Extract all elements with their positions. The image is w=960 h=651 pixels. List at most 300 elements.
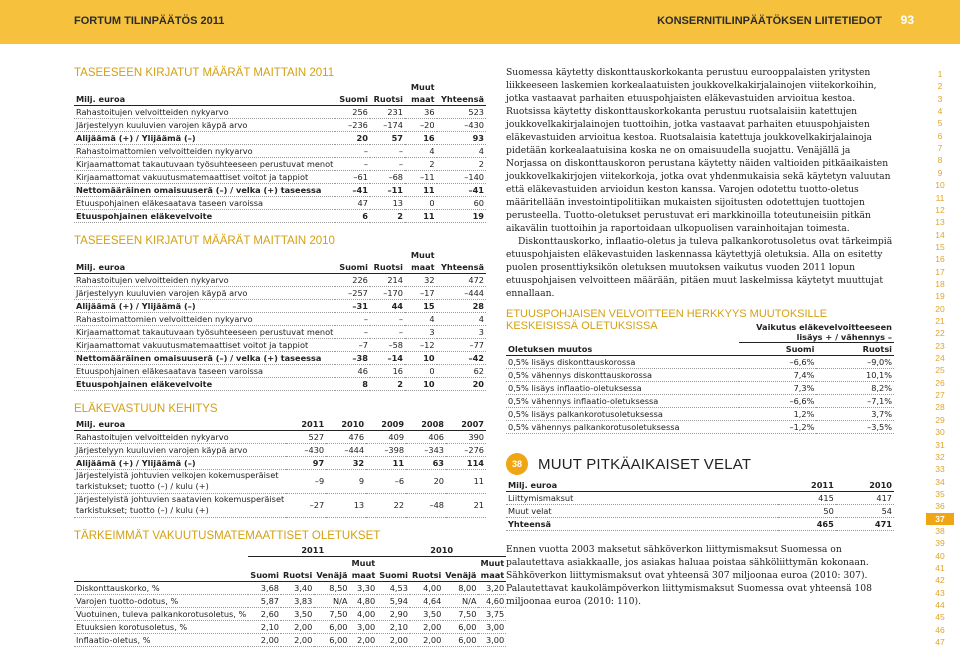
cell-value: 13 <box>370 197 405 210</box>
cell-value: 20 <box>437 378 486 391</box>
cell-value: 3,83 <box>281 595 314 608</box>
cell-value: – <box>370 326 405 339</box>
cell-value: 256 <box>335 106 370 119</box>
row-label: Kirjaamattomat vakuutusmatemaattiset voitot ja tappiot <box>74 171 335 184</box>
report-title: FORTUM TILINPÄÄTÖS 2011 <box>74 15 225 27</box>
cell-value: 2 <box>370 210 405 223</box>
table-row <box>74 106 486 119</box>
row-label: Kirjaamattomat vakuutusmatemaattiset voitot ja tappiot <box>74 339 335 352</box>
note-index-item: 8 <box>937 155 943 166</box>
row-label: Etuuspohjainen eläkesaatava taseen varoissa <box>74 365 335 378</box>
table-row <box>74 634 506 647</box>
cell-value: 16 <box>370 365 405 378</box>
cell-value: 11 <box>405 210 437 223</box>
cell-value: 2,00 <box>377 634 410 647</box>
cell-value: 44 <box>370 300 405 313</box>
cell-value: –398 <box>366 443 406 456</box>
cell-value: 114 <box>446 456 486 469</box>
cell-value: 465 <box>778 517 836 530</box>
cell-value: 6 <box>335 210 370 223</box>
sensitivity-table <box>506 322 894 434</box>
cell-value: 2 <box>405 158 437 171</box>
row-label: Etuuspohjainen eläkevelvoite <box>74 378 335 391</box>
row-label: Alijäämä (+) / Ylijäämä (–) <box>74 300 335 313</box>
cell-value: 390 <box>446 430 486 443</box>
cell-value: –444 <box>326 443 366 456</box>
cell-value: 3,40 <box>281 582 314 595</box>
cell-value: –27 <box>286 493 326 517</box>
table-dev-title: ELÄKEVASTUUN KEHITYS <box>74 403 218 415</box>
cell-value: –9,0% <box>816 356 894 369</box>
row-label: Järjestelyyn kuuluvien varojen käypä arvo <box>74 287 335 300</box>
cell-value: 2,00 <box>410 634 443 647</box>
note-index-item: 40 <box>935 550 945 561</box>
cell-value: 16 <box>405 132 437 145</box>
note-index-item: 45 <box>935 612 945 623</box>
cell-value: 523 <box>437 106 486 119</box>
cell-value: –20 <box>405 119 437 132</box>
table-row <box>74 274 486 287</box>
sensitivity-title: ETUUSPOHJAISEN VELVOITTEEN HERKKYYS MUUTOKSILLE KESKEISISSÄ OLETUKSISSA <box>506 308 828 332</box>
header-row <box>74 81 486 106</box>
cell-value: – <box>370 145 405 158</box>
row-label: Etuuspohjainen eläkesaatava taseen varoissa <box>74 197 335 210</box>
cell-value: –31 <box>335 300 370 313</box>
note-index-item: 27 <box>935 390 945 401</box>
cell-value: –11 <box>405 171 437 184</box>
cell-value: 406 <box>406 430 446 443</box>
table-row <box>74 210 486 223</box>
row-label: Rahastoimattomien velvoitteiden nykyarvo <box>74 145 335 158</box>
cell-value: –170 <box>370 287 405 300</box>
header-row <box>506 478 894 491</box>
cell-value: – <box>335 326 370 339</box>
note-index-item: 43 <box>935 587 945 598</box>
table-row <box>74 430 486 443</box>
cell-value: –9 <box>286 469 326 493</box>
table-row <box>506 421 894 434</box>
balance-by-country-2011-table <box>74 81 486 223</box>
note-index-item: 6 <box>937 130 943 141</box>
page-number: 93 <box>900 13 914 27</box>
note-index-item: 46 <box>935 624 945 635</box>
note-index-item: 36 <box>935 501 945 512</box>
note-index-item: 29 <box>935 414 945 425</box>
note-index-item: 4 <box>937 106 943 117</box>
column-header: Venäjä <box>443 557 478 582</box>
note-index-item: 24 <box>935 353 945 364</box>
cell-value: 3,75 <box>478 608 506 621</box>
cell-value: 10 <box>405 378 437 391</box>
cell-value: –430 <box>437 119 486 132</box>
row-label: Vuotuinen, tuleva palkankorotusoletus, % <box>76 609 247 619</box>
cell-value: 6,00 <box>314 634 349 647</box>
table-row <box>74 339 486 352</box>
cell-value: 476 <box>326 430 366 443</box>
note-index-item: 3 <box>937 93 943 104</box>
balance-by-country-2010-table <box>74 249 486 391</box>
cell-value: 472 <box>437 274 486 287</box>
table-row <box>74 145 486 158</box>
cell-value: –276 <box>446 443 486 456</box>
cell-value: 22 <box>366 493 406 517</box>
cell-value: –174 <box>370 119 405 132</box>
cell-value: 8 <box>335 378 370 391</box>
cell-value: 2,00 <box>410 621 443 634</box>
cell-value: –257 <box>335 287 370 300</box>
cell-value: –14 <box>370 352 405 365</box>
header-row <box>74 417 486 430</box>
table-row <box>74 378 486 391</box>
column-header: Muut maat <box>351 558 376 580</box>
row-label: 0,5% vähennys palkankorotusoletuksessa <box>506 421 739 434</box>
column-header: Suomi <box>248 557 281 582</box>
blank-header <box>74 557 248 582</box>
column-header: 2009 <box>366 417 406 430</box>
table-row <box>74 621 506 634</box>
cell-value: 4,64 <box>410 595 443 608</box>
table-row <box>74 493 486 517</box>
note-index-item: 19 <box>935 291 945 302</box>
note-index-item: 13 <box>935 217 945 228</box>
note-index-item: 7 <box>937 143 943 154</box>
cell-value: –77 <box>437 339 486 352</box>
cell-value: 415 <box>778 491 836 504</box>
table-row <box>506 408 894 421</box>
cell-value: –38 <box>335 352 370 365</box>
cell-value: –41 <box>437 184 486 197</box>
cell-value: 10 <box>405 352 437 365</box>
table-row <box>74 352 486 365</box>
year-header: 2010 <box>377 544 506 557</box>
note-index-item: 11 <box>935 192 945 203</box>
cell-value: 4,80 <box>350 595 378 608</box>
note-index-item: 9 <box>937 167 943 178</box>
row-label: Yhteensä <box>506 517 778 530</box>
note-index-item: 15 <box>935 241 945 252</box>
cell-value: 4,00 <box>350 608 378 621</box>
table-row <box>74 132 486 145</box>
note-index-item: 32 <box>935 451 945 462</box>
cell-value: 6,00 <box>443 621 478 634</box>
note-index-item: 38 <box>935 525 945 536</box>
cell-value: 3,50 <box>281 608 314 621</box>
cell-value: – <box>370 313 405 326</box>
column-header: 2011 <box>286 417 326 430</box>
column-header: 2007 <box>446 417 486 430</box>
cell-value: 6,00 <box>443 634 478 647</box>
cell-value: 231 <box>370 106 405 119</box>
cell-value: 93 <box>437 132 486 145</box>
cell-value: 8,00 <box>443 582 478 595</box>
cell-value: – <box>335 313 370 326</box>
cell-value: 2,90 <box>377 608 410 621</box>
row-label: 0,5% vähennys inflaatio-oletuksessa <box>506 395 739 408</box>
cell-value: 4,60 <box>478 595 506 608</box>
note-index-item: 39 <box>935 538 945 549</box>
row-label: Kirjaamattomat takautuvaan työsuhteeseen perustuvat menot <box>76 327 334 337</box>
note-index-item: 35 <box>935 488 945 499</box>
cell-value: 11 <box>405 184 437 197</box>
cell-value: 15 <box>405 300 437 313</box>
row-label: Etuuksien korotusoletus, % <box>74 621 248 634</box>
cell-value: –6,6% <box>739 395 817 408</box>
cell-value: 20 <box>335 132 370 145</box>
note-index-item: 47 <box>935 637 945 648</box>
cell-value: 1,2% <box>739 408 817 421</box>
cell-value: 0 <box>405 197 437 210</box>
row-label: Rahastoitujen velvoitteiden nykyarvo <box>74 106 335 119</box>
cell-value: –444 <box>437 287 486 300</box>
column-header: Muut maat <box>405 249 437 274</box>
column-header: 2011 <box>778 478 836 491</box>
note-title: MUUT PITKÄAIKAISET VELAT <box>538 455 752 473</box>
cell-value: –61 <box>335 171 370 184</box>
cell-value: 4,00 <box>410 582 443 595</box>
cell-value: 5,87 <box>248 595 281 608</box>
cell-value: 32 <box>405 274 437 287</box>
row-label: Inflaatio-oletus, % <box>74 634 248 647</box>
note-index-item: 31 <box>935 439 945 450</box>
cell-value: 0 <box>405 365 437 378</box>
header-row <box>74 557 506 582</box>
cell-value: – <box>370 158 405 171</box>
cell-value: 7,3% <box>739 382 817 395</box>
row-label: Järjestelyyn kuuluvien varojen käypä arvo <box>74 119 335 132</box>
cell-value: N/A <box>314 595 349 608</box>
cell-value: –48 <box>406 493 446 517</box>
note-index-item: 21 <box>935 316 945 326</box>
row-label: Etuuspohjainen eläkevelvoite <box>74 210 335 223</box>
note-index-item: 42 <box>935 575 945 586</box>
cell-value: 226 <box>335 274 370 287</box>
table-row <box>74 119 486 132</box>
table-row <box>74 313 486 326</box>
cell-value: 214 <box>370 274 405 287</box>
cell-value: 6,00 <box>314 621 349 634</box>
row-label: Rahastoitujen velvoitteiden nykyarvo <box>74 430 286 443</box>
row-label: 0,5% vähennys diskonttauskorossa <box>506 369 739 382</box>
cell-value: 7,4% <box>739 369 817 382</box>
cell-value: 2,00 <box>248 634 281 647</box>
cell-value: 4 <box>405 313 437 326</box>
cell-value: –1,2% <box>739 421 817 434</box>
note-index-item: 25 <box>935 365 945 376</box>
other-liabilities-table <box>506 478 894 531</box>
column-header: Yhteensä <box>437 81 486 106</box>
cell-value: 2 <box>437 158 486 171</box>
row-label: Diskonttauskorko, % <box>74 582 248 595</box>
pension-development-table <box>74 417 486 518</box>
cell-value: 21 <box>446 493 486 517</box>
note-index-item: 28 <box>935 402 945 413</box>
note-38-paragraph: Ennen vuotta 2003 maksetut sähköverkon liittymismaksut Suomessa on palautettava asiakkaalle, jos asiakas haluaa poistaa sähköliittymän kokonaan. Sähköverkon liittymismaksut ovat yhteensä 307 miljoonaa euroa (2010: 307). Palautettavat kaukolämpöverkon liittymismaksut Suomessa ovat yhteensä 108 miljoonaa euroa (2010: 110). <box>506 543 872 607</box>
table-row <box>74 582 506 595</box>
row-label: Rahastoimattomien velvoitteiden nykyarvo <box>74 313 335 326</box>
column-header: Ruotsi <box>816 343 894 356</box>
cell-value: –17 <box>405 287 437 300</box>
row-label: Liittymismaksut <box>506 491 778 504</box>
cell-value: 19 <box>437 210 486 223</box>
row-label: Järjestelyistä johtuvien saatavien kokemusperäiset tarkistukset; tuotto (–) / kulu (+) <box>76 494 285 515</box>
row-label: Alijäämä (+) / Ylijäämä (–) <box>74 132 335 145</box>
note-index-item: 12 <box>935 204 945 215</box>
row-label: Nettomääräinen omaisuuserä (–) / velka (+) taseessa <box>74 184 335 197</box>
cell-value: 50 <box>778 504 836 517</box>
cell-value: – <box>335 158 370 171</box>
blank-header <box>74 544 248 557</box>
table-row <box>506 517 894 530</box>
cell-value: 3,7% <box>816 408 894 421</box>
cell-value: 4 <box>405 145 437 158</box>
cell-value: –6,6% <box>739 356 817 369</box>
note-index-item: 2 <box>937 81 943 92</box>
note-index-item: 34 <box>935 476 945 487</box>
cell-value: 3,00 <box>478 634 506 647</box>
table-row <box>74 287 486 300</box>
right-column <box>506 66 894 608</box>
cell-value: 3,68 <box>248 582 281 595</box>
cell-value: 46 <box>335 365 370 378</box>
cell-value: 3,50 <box>410 608 443 621</box>
column-header: Muut maat <box>480 558 505 580</box>
cell-value: 7,50 <box>443 608 478 621</box>
table-row <box>74 184 486 197</box>
column-header: Milj. euroa <box>74 249 335 274</box>
cell-value: 9 <box>326 469 366 493</box>
table-row <box>74 365 486 378</box>
cell-value: 20 <box>406 469 446 493</box>
note-number-badge: 38 <box>506 453 528 475</box>
cell-value: 36 <box>405 106 437 119</box>
header-row <box>506 343 894 356</box>
actuarial-assumptions-table <box>74 544 506 648</box>
cell-value: 4 <box>437 145 486 158</box>
cell-value: 4,53 <box>377 582 410 595</box>
note-index-item: 17 <box>935 266 945 277</box>
cell-value: 2,10 <box>248 621 281 634</box>
column-header: 2008 <box>406 417 446 430</box>
cell-value: –7 <box>335 339 370 352</box>
note-index-item: 26 <box>935 377 945 388</box>
cell-value: 3,00 <box>478 621 506 634</box>
cell-value: 11 <box>446 469 486 493</box>
cell-value: –7,1% <box>816 395 894 408</box>
table-row <box>506 382 894 395</box>
year-row <box>74 544 506 557</box>
column-header: Suomi <box>335 81 370 106</box>
cell-value: –41 <box>335 184 370 197</box>
cell-value: 47 <box>335 197 370 210</box>
group-header: Vaikutus eläkevelvoitteeseen lisäys + / vähennys – <box>739 322 894 343</box>
table-row <box>506 504 894 517</box>
row-label: Rahastoitujen velvoitteiden nykyarvo <box>74 274 335 287</box>
column-header: Venäjä <box>314 557 349 582</box>
column-header: Suomi <box>377 557 410 582</box>
column-header: 2010 <box>326 417 366 430</box>
note-index-item: 23 <box>935 340 945 351</box>
row-label: Nettomääräinen omaisuuserä (–) / velka (+) taseessa <box>74 352 335 365</box>
table-row <box>74 595 506 608</box>
cell-value: –6 <box>366 469 406 493</box>
cell-value: –42 <box>437 352 486 365</box>
row-label: Varojen tuotto-odotus, % <box>74 595 248 608</box>
cell-value: 54 <box>836 504 894 517</box>
cell-value: 8,50 <box>314 582 349 595</box>
note-index-item: 18 <box>935 278 945 289</box>
column-header: Milj. euroa <box>74 417 286 430</box>
cell-value: N/A <box>443 595 478 608</box>
table-row <box>506 369 894 382</box>
cell-value: 57 <box>370 132 405 145</box>
left-column <box>74 66 505 647</box>
column-header: Muut maat <box>405 81 437 106</box>
page-header <box>0 0 960 44</box>
note-index-item: 22 <box>935 328 945 339</box>
row-label: Alijäämä (+) / Ylijäämä (–) <box>74 456 286 469</box>
note-index-item: 41 <box>935 563 945 573</box>
cell-value: – <box>335 145 370 158</box>
table-row <box>74 443 486 456</box>
table-row <box>74 469 486 493</box>
cell-value: 417 <box>836 491 894 504</box>
note-38-heading <box>506 450 894 478</box>
cell-value: 8,2% <box>816 382 894 395</box>
column-header: Yhteensä <box>437 249 486 274</box>
cell-value: 2,00 <box>350 634 378 647</box>
table-row <box>74 158 486 171</box>
note-index-item: 33 <box>935 464 945 475</box>
note-index-item: 44 <box>935 600 945 611</box>
note-index-item: 14 <box>935 229 945 240</box>
cell-value: 3 <box>437 326 486 339</box>
column-header: Suomi <box>739 343 817 356</box>
cell-value: –430 <box>286 443 326 456</box>
cell-value: 10,1% <box>816 369 894 382</box>
row-label: Järjestelyyn kuuluvien varojen käypä arvo <box>74 443 286 456</box>
column-header: Suomi <box>335 249 370 274</box>
row-label: Muut velat <box>506 504 778 517</box>
note-index-item: 16 <box>935 254 945 265</box>
note-index-item: 20 <box>935 303 945 314</box>
row-label: Kirjaamattomat takautuvaan työsuhteeseen perustuvat menot <box>76 159 334 169</box>
cell-value: –58 <box>370 339 405 352</box>
cell-value: 4 <box>437 313 486 326</box>
cell-value: 5,94 <box>377 595 410 608</box>
note-index-item: 30 <box>935 427 945 438</box>
cell-value: –3,5% <box>816 421 894 434</box>
cell-value: 97 <box>286 456 326 469</box>
table-row <box>506 491 894 504</box>
row-label: 0,5% lisäys palkankorotusoletuksessa <box>506 408 739 421</box>
cell-value: 3,00 <box>350 621 378 634</box>
table-row <box>74 608 506 621</box>
cell-value: –343 <box>406 443 446 456</box>
header-row <box>74 249 486 274</box>
note-index-item: 10 <box>935 180 945 191</box>
body-paragraph-2: Diskonttauskorko, inflaatio-oletus ja tuleva palkankorotusoletus ovat tärkeimpiä etuuspohjaisten eläkevastuiden laskennassa käytettyjä oletuksia. Alla on esitetty puolen prosenttiyksikön oletuksen muutoksen vaikutus vuoden 2011 lopun etuuspohjaisen velvoitteen määrään, pitäen muut laskelmissa käytetyt muuttujat ennallaan. <box>506 236 893 299</box>
table-2010-title: TASEESEEN KIRJATUT MÄÄRÄT MAITTAIN 2010 <box>74 235 335 247</box>
column-header: Ruotsi <box>281 557 314 582</box>
cell-value: 2,00 <box>281 621 314 634</box>
cell-value: 7,50 <box>314 608 349 621</box>
column-header: Milj. euroa <box>74 81 335 106</box>
cell-value: 2,60 <box>248 608 281 621</box>
row-label: 0,5% lisäys diskonttauskorossa <box>506 356 739 369</box>
cell-value: 62 <box>437 365 486 378</box>
cell-value: –12 <box>405 339 437 352</box>
column-header: Ruotsi <box>370 249 405 274</box>
